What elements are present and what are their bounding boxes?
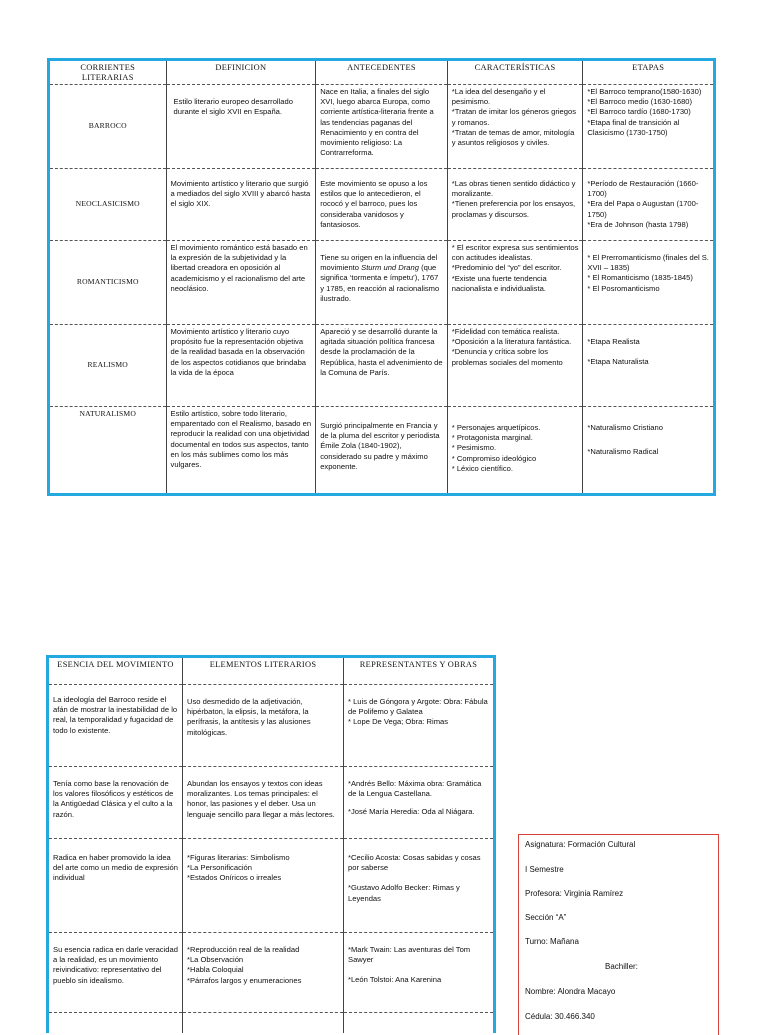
text-line: *Fidelidad con temática realista. bbox=[451, 327, 560, 336]
text-line: Tenía como base la renovación de los valores filosóficos y estéticos de la Antigüedad Clásica y el culto a la razón. bbox=[53, 779, 174, 819]
text-line: *Existe una fuerte tendencia nacionalista e individualista. bbox=[451, 273, 547, 293]
cedula-text: Cédula: 30.466.340 bbox=[525, 1012, 595, 1021]
text-line: *León Tolstoi: Ana Karenina bbox=[348, 975, 442, 985]
esencia-cell bbox=[48, 767, 183, 839]
header-antecedentes: ANTECEDENTES bbox=[316, 60, 448, 85]
representantes-cell bbox=[344, 685, 495, 767]
bachiller-label: Bachiller: bbox=[605, 962, 638, 971]
text-line: *El Barroco temprano(1580-1630) bbox=[587, 87, 702, 96]
text-line: *Las obras tienen sentido didáctico y moralizante. bbox=[451, 179, 576, 199]
representantes-cell bbox=[344, 839, 495, 933]
table-row bbox=[48, 933, 495, 1013]
text-line: *Etapa Naturalista bbox=[587, 357, 649, 367]
text-line: Sturm und Drang bbox=[361, 263, 419, 273]
text-line: *Estados Oníricos o irreales bbox=[187, 873, 282, 883]
text-line: Nace en Italia, a finales del siglo XVI, luego abarca Europa, como corriente artística-literaria frente a las tendencias paganas del Renacimiento y en contra del movimiento religioso: La Contrarreforma. bbox=[320, 87, 434, 158]
text-line: Movimiento artístico y literario cuyo propósito fue la representación objetiva de la realidad basada en la observación de los aspectos cotidianos que brindaba la vida de la época bbox=[170, 327, 307, 377]
definicion-cell bbox=[166, 169, 316, 241]
asignatura-text: Asignatura: Formación Cultural bbox=[525, 840, 636, 849]
table-row bbox=[48, 767, 495, 839]
text-line: Movimiento artístico y literario que surgió a mediados del siglo XVIII y abarcó hasta el siglo XIX. bbox=[170, 179, 311, 209]
text-line: *Tratan de temas de amor, mitología y asuntos religiosos y civiles. bbox=[451, 127, 575, 148]
movement-name: NATURALISMO bbox=[79, 409, 137, 418]
table-row bbox=[49, 169, 715, 241]
text-line: *Reproducción real de la realidad bbox=[187, 945, 300, 954]
text-line: *El Barroco tardío (1680-1730) bbox=[587, 107, 691, 117]
text-line: * Luis de Góngora y Argote: Obra: Fábula de Polifemo y Galatea bbox=[348, 697, 488, 717]
text-line: * Lope De Vega; Obra: Rimas bbox=[348, 717, 449, 727]
movement-name: ROMANTICISMO bbox=[49, 241, 167, 325]
caracteristicas-cell bbox=[447, 325, 583, 407]
esencia-cell bbox=[48, 685, 183, 767]
literary-movements-table bbox=[47, 58, 716, 496]
text-line: *Párrafos largos y enumeraciones bbox=[187, 975, 302, 985]
antecedentes-cell bbox=[316, 407, 448, 495]
text-line: *Mark Twain: Las aventuras del Tom Sawyer bbox=[348, 945, 471, 965]
text-line: *Habla Coloquial bbox=[187, 965, 244, 975]
etapas-cell bbox=[583, 85, 715, 169]
text-line: *Oposición a la literatura fantástica. bbox=[451, 337, 572, 347]
text-line: *Naturalismo Radical bbox=[587, 447, 659, 457]
text-line: *Cecilio Acosta: Cosas sabidas y cosas por saberse bbox=[348, 853, 481, 873]
text-line: *Tratan de imitar los géneros griegos y romanos. bbox=[451, 107, 576, 127]
table-row bbox=[48, 685, 495, 767]
text-line: *Etapa Realista bbox=[587, 337, 640, 346]
student-info-box bbox=[518, 834, 719, 1035]
text-line: Estilo artístico, sobre todo literario, emparentado con el Realismo, basado en reproducir la realidad con una objetividad documental en todos sus aspectos, tanto en los más sublimes como los más vulgares. bbox=[170, 409, 312, 470]
text-line: Estilo literario europeo desarrollado durante el siglo XVII en España. bbox=[173, 97, 293, 117]
movement-details-table bbox=[46, 655, 496, 1033]
antecedentes-cell bbox=[316, 169, 448, 241]
table-row bbox=[48, 839, 495, 933]
esencia-cell bbox=[48, 933, 183, 1013]
header-representantes: REPRESENTANTES Y OBRAS bbox=[344, 657, 495, 685]
seccion-text: Sección “A” bbox=[525, 913, 567, 922]
definicion-cell bbox=[166, 85, 316, 169]
header-corrientes: CORRIENTES LITERARIAS bbox=[49, 60, 167, 85]
table-row bbox=[49, 85, 715, 169]
caracteristicas-cell bbox=[447, 407, 583, 495]
text-line: Uso desmedido de la adjetivación, hipérbaton, la elipsis, la metáfora, la perífrasis, la antítesis y las alusiones mitológicas. bbox=[187, 697, 311, 737]
text-line: * El escritor expresa sus sentimientos con actitudes idealistas. bbox=[451, 243, 579, 263]
text-line: *Figuras literarias: Simbolismo bbox=[187, 853, 290, 862]
table-row bbox=[49, 241, 715, 325]
caracteristicas-cell bbox=[447, 169, 583, 241]
elementos-cell bbox=[183, 767, 344, 839]
table-header-row bbox=[49, 60, 715, 85]
definicion-cell bbox=[166, 241, 316, 325]
header-definicion: DEFINICION bbox=[166, 60, 316, 85]
etapas-cell bbox=[583, 325, 715, 407]
text-line: Abundan los ensayos y textos con ideas moralizantes. Los temas principales: el honor, las pasiones y el deber. Usa un lenguaje sencillo para llegar a más lectores. bbox=[187, 779, 335, 819]
table-row bbox=[49, 325, 715, 407]
empty-cell bbox=[344, 1013, 495, 1033]
text-line: * El Prerromanticismo (finales del S. XVII – 1835) bbox=[587, 253, 709, 273]
table-row bbox=[48, 1013, 495, 1033]
text-line: *El Barroco medio (1630-1680) bbox=[587, 97, 693, 107]
text-line: *José María Heredia: Oda al Niágara. bbox=[348, 807, 475, 817]
table-header-row bbox=[48, 657, 495, 685]
text-line: El movimiento romántico está basado en la expresión de la subjetividad y la libertad creadora en oposición al academicismo y el racionalismo del arte neoclásico. bbox=[170, 243, 308, 293]
header-elementos: ELEMENTOS LITERARIOS bbox=[183, 657, 344, 685]
caracteristicas-cell bbox=[447, 85, 583, 169]
definicion-cell bbox=[166, 325, 316, 407]
text-line: *Era del Papa o Augustan (1700- 1750) bbox=[587, 199, 699, 219]
movement-name: BARROCO bbox=[49, 85, 167, 169]
text-line: Su esencia radica en darle veracidad a la realidad, es un movimiento reivindicativo: representativo del pueblo sin idealismo. bbox=[53, 945, 178, 985]
text-line: (que significa ‘tormenta e ímpetu’), 1767 y 1785, en reacción al racionalismo ilustrado. bbox=[320, 263, 440, 303]
text-line: *La idea del desengaño y el pesimismo. bbox=[451, 87, 546, 107]
text-line: Surgió principalmente en Francia y de la pluma del escritor y periodista Émile Zola (1840-1902), considerado su padre y máximo exponente. bbox=[320, 421, 440, 471]
text-line: *Tienen preferencia por los ensayos, proclamas y discursos. bbox=[451, 199, 576, 219]
etapas-cell bbox=[583, 169, 715, 241]
definicion-cell bbox=[166, 407, 316, 495]
text-line: *Era de Johnson (hasta 1798) bbox=[587, 219, 689, 229]
representantes-cell bbox=[344, 767, 495, 839]
text-line: *Etapa final de transición al Clasicismo (1730-1750) bbox=[587, 117, 680, 137]
text-line: *Naturalismo Cristiano bbox=[587, 423, 663, 432]
text-line: Radica en haber promovido la idea del arte como un medio de expresión individual bbox=[53, 853, 178, 883]
text-line: * El Romanticismo (1835-1845) bbox=[587, 273, 693, 283]
etapas-cell bbox=[583, 241, 715, 325]
esencia-cell bbox=[48, 839, 183, 933]
elementos-cell bbox=[183, 839, 344, 933]
text-line: Este movimiento se opuso a los estilos que lo antecedieron, el rococó y el barroco, pues los consideraba vanidosos y fantasiosos. bbox=[320, 179, 428, 229]
text-line: Apareció y se desarrolló durante la agitada situación política francesa desde la proclamación de la República, hasta el advenimiento de la Comuna de París. bbox=[320, 327, 443, 377]
movement-name: REALISMO bbox=[49, 325, 167, 407]
text-line: *Gustavo Adolfo Becker: Rimas y Leyendas bbox=[348, 883, 460, 903]
text-line: Tiene su origen en la influencia del movimiento bbox=[320, 253, 438, 273]
turno-text: Turno: Mañana bbox=[525, 937, 579, 946]
text-line: * Personajes arquetípicos. bbox=[451, 423, 541, 432]
text-line: *Denuncia y crítica sobre los problemas sociales del momento bbox=[451, 347, 563, 367]
elementos-cell bbox=[183, 933, 344, 1013]
profesora-text: Profesora: Virginia Ramírez bbox=[525, 889, 624, 898]
antecedentes-cell bbox=[316, 85, 448, 169]
empty-cell bbox=[48, 1013, 183, 1033]
text-line: *Predominio del “yo” del escritor. bbox=[451, 263, 562, 273]
text-line: La ideología del Barroco reside el afán de mostrar la inestabilidad de lo real, la temporalidad y fugacidad de todo lo existente. bbox=[53, 695, 178, 735]
table-row bbox=[49, 407, 715, 495]
antecedentes-cell bbox=[316, 325, 448, 407]
header-caracteristicas: CARACTERÍSTICAS bbox=[447, 60, 583, 85]
header-esencia: ESENCIA DEL MOVIMIENTO bbox=[48, 657, 183, 685]
caracteristicas-cell bbox=[447, 241, 583, 325]
text-line: *Período de Restauración (1660- 1700) bbox=[587, 179, 699, 199]
text-line: * Léxico científico. bbox=[451, 463, 513, 473]
movement-name: NEOCLASICISMO bbox=[49, 169, 167, 241]
etapas-cell bbox=[583, 407, 715, 495]
elementos-cell bbox=[183, 685, 344, 767]
text-line: * Compromiso ideológico bbox=[451, 453, 537, 463]
text-line: * El Posromanticismo bbox=[587, 283, 660, 293]
text-line: *Andrés Bello: Máxima obra: Gramática de la Lengua Castellana. bbox=[348, 779, 482, 799]
text-line: * Protagonista marginal. bbox=[451, 433, 533, 443]
representantes-cell bbox=[344, 933, 495, 1013]
antecedentes-cell bbox=[316, 241, 448, 325]
text-line: *La Observación bbox=[187, 955, 244, 965]
text-line: *La Personificación bbox=[187, 863, 253, 873]
semestre-text: I Semestre bbox=[525, 865, 564, 874]
text-line: * Pesimismo. bbox=[451, 443, 497, 453]
header-etapas: ETAPAS bbox=[583, 60, 715, 85]
empty-cell bbox=[183, 1013, 344, 1033]
nombre-text: Nombre: Alondra Macayo bbox=[525, 987, 616, 996]
